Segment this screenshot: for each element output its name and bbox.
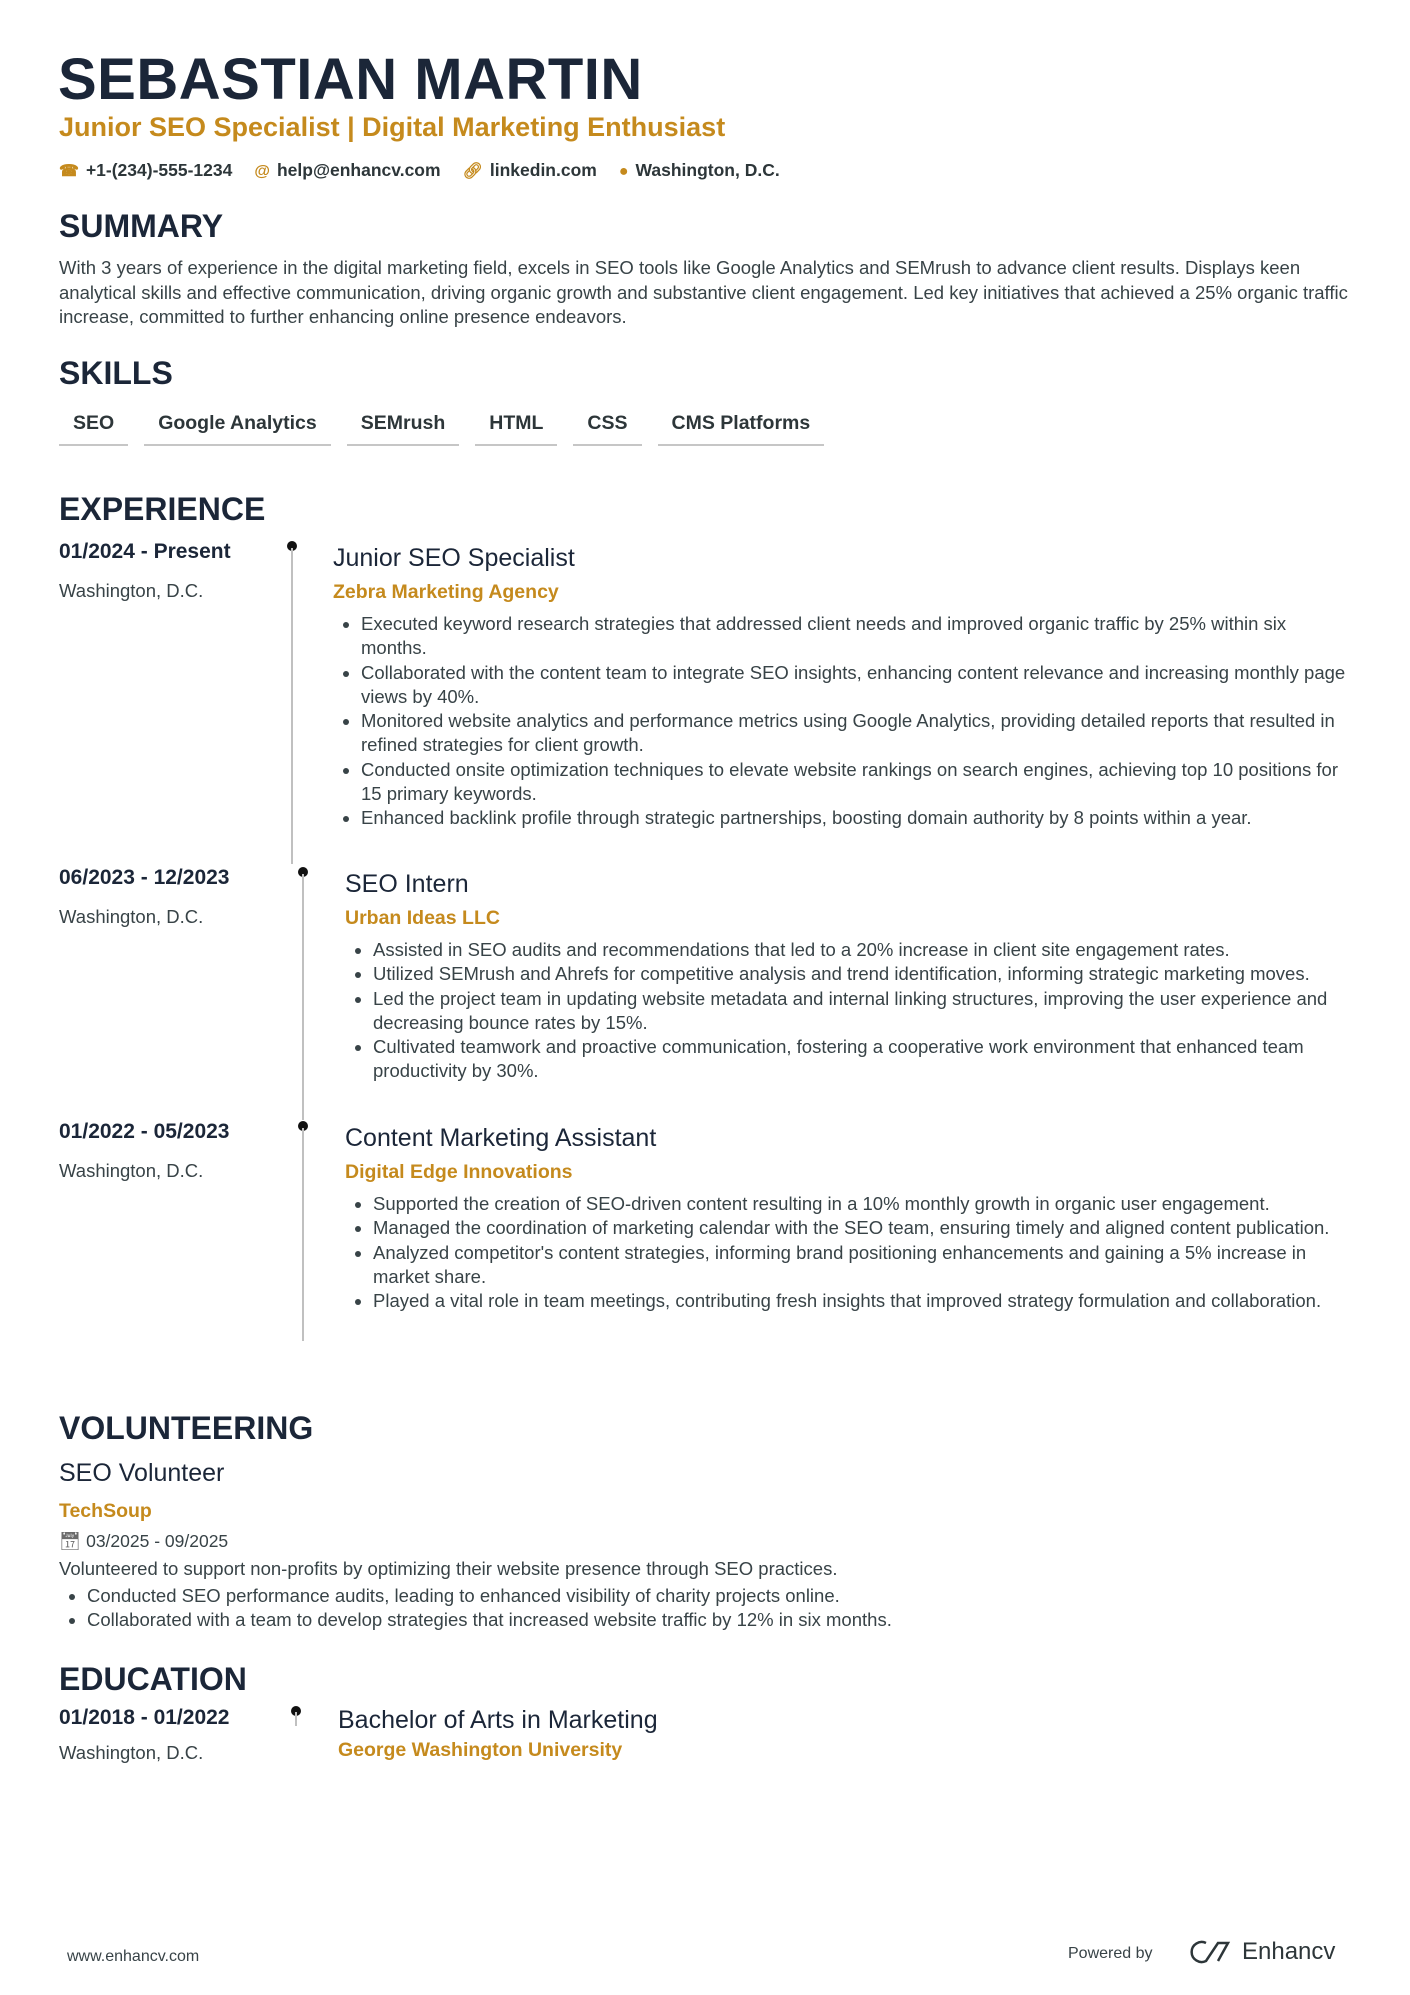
footer-powered-by: Powered by bbox=[1068, 1945, 1153, 1962]
entry-location: Washington, D.C. bbox=[59, 580, 204, 601]
contact-phone[interactable] bbox=[59, 160, 232, 181]
bullet: • Assisted in SEO audits and recommendations that led to a 20% increase in client site engagement rates. bbox=[373, 938, 1349, 962]
skill-tag: Google Analytics bbox=[144, 408, 331, 446]
skill-tag: HTML bbox=[475, 408, 557, 446]
contact-row bbox=[59, 160, 780, 181]
bullet: • Managed the coordination of marketing calendar with the SEO team, ensuring timely and aligned content publication. bbox=[373, 1216, 1349, 1240]
summary-text: With 3 years of experience in the digital marketing field, excels in SEO tools like Google Analytics and SEMrush to advance client results. Displays keen analytical skills and effective communication, driving organic growth and substantive client engagement. Led key initiatives that achieved a 25% organic traffic increase, committed to further enhancing online presence endeavors. bbox=[59, 257, 1348, 327]
summary-heading: SUMMARY bbox=[59, 208, 224, 244]
entry-dates: 01/2022 - 05/2023 bbox=[59, 1120, 230, 1143]
experience-heading: EXPERIENCE bbox=[59, 491, 266, 527]
education-location: Washington, D.C. bbox=[59, 1742, 204, 1763]
contact-linkedin[interactable] bbox=[463, 160, 597, 181]
bullet: • Monitored website analytics and performance metrics using Google Analytics, providing detailed reports that resulted in refined strategies for client growth. bbox=[361, 709, 1349, 758]
contact-text: help@enhancv.com bbox=[276, 160, 441, 180]
volunteer-role: SEO Volunteer bbox=[59, 1459, 225, 1487]
volunteer-bullets bbox=[59, 1584, 892, 1633]
entry-location: Washington, D.C. bbox=[59, 1160, 204, 1181]
entry-body bbox=[345, 1120, 1349, 1313]
entry-role: SEO Intern bbox=[345, 870, 469, 898]
bullet: • Cultivated teamwork and proactive communication, fostering a cooperative work environment that enhanced team productivity by 30%. bbox=[373, 1035, 1349, 1084]
entry-dates: 06/2023 - 12/2023 bbox=[59, 866, 230, 889]
volunteering-heading: VOLUNTEERING bbox=[59, 1410, 314, 1446]
entry-body bbox=[345, 866, 1349, 1084]
bullet: • Supported the creation of SEO-driven content resulting in a 10% monthly growth in organic user engagement. bbox=[373, 1192, 1349, 1216]
skill-tag: CSS bbox=[573, 408, 641, 446]
volunteer-dates-row bbox=[59, 1531, 892, 1552]
bullet: • Analyzed competitor's content strategies, informing brand positioning enhancements and gaining a 5% increase in market share. bbox=[373, 1241, 1349, 1290]
entry-bullets bbox=[345, 1192, 1349, 1313]
entry-dates: 01/2024 - Present bbox=[59, 540, 231, 563]
footer-website[interactable]: www.enhancv.com bbox=[67, 1948, 200, 1965]
skill-tag: SEMrush bbox=[347, 408, 460, 446]
skill-tag: CMS Platforms bbox=[658, 408, 825, 446]
entry-company: Digital Edge Innovations bbox=[345, 1161, 573, 1183]
contact-text: linkedin.com bbox=[489, 160, 597, 180]
candidate-title: Junior SEO Specialist | Digital Marketing Enthusiast bbox=[59, 112, 726, 142]
contact-email[interactable] bbox=[254, 160, 440, 181]
bullet: • Executed keyword research strategies that addressed client needs and improved organic traffic by 25% within six months. bbox=[361, 612, 1349, 661]
skill-tag: SEO bbox=[59, 408, 128, 446]
timeline-line bbox=[291, 548, 293, 864]
enhancv-brand: Enhancv bbox=[1242, 1938, 1336, 1965]
volunteer-org: TechSoup bbox=[59, 1500, 152, 1522]
candidate-name: SEBASTIAN MARTIN bbox=[58, 47, 643, 112]
enhancv-logo-icon bbox=[1188, 1939, 1234, 1965]
bullet: • Collaborated with a team to develop strategies that increased website traffic by 12% in six months. bbox=[87, 1608, 892, 1632]
entry-location: Washington, D.C. bbox=[59, 906, 204, 927]
timeline-line bbox=[302, 1128, 304, 1341]
bullet: • Conducted SEO performance audits, leading to enhanced visibility of charity projects online. bbox=[87, 1584, 892, 1608]
entry-company: Zebra Marketing Agency bbox=[333, 581, 559, 603]
entry-role: Junior SEO Specialist bbox=[333, 544, 575, 572]
education-dates: 01/2018 - 01/2022 bbox=[59, 1706, 230, 1729]
enhancv-logo[interactable] bbox=[1188, 1938, 1335, 1966]
entry-bullets bbox=[345, 938, 1349, 1084]
education-degree: Bachelor of Arts in Marketing bbox=[338, 1706, 658, 1734]
phone-icon: ☎ bbox=[59, 163, 79, 180]
skills-list bbox=[59, 408, 824, 446]
volunteer-dates: 03/2025 - 09/2025 bbox=[86, 1531, 229, 1551]
bullet: • Played a vital role in team meetings, contributing fresh insights that improved strategy formulation and collaboration. bbox=[373, 1289, 1349, 1313]
location-pin-icon: ● bbox=[618, 163, 629, 180]
contact-location bbox=[619, 160, 780, 181]
entry-bullets bbox=[333, 612, 1349, 831]
skills-heading: SKILLS bbox=[59, 355, 173, 391]
link-icon: 🔗︎ bbox=[462, 163, 483, 180]
volunteer-description: Volunteered to support non-profits by optimizing their website presence through SEO practices. bbox=[59, 1558, 838, 1579]
timeline-line bbox=[302, 874, 304, 1120]
bullet: • Collaborated with the content team to integrate SEO insights, enhancing content relevance and increasing monthly page views by 40%. bbox=[361, 661, 1349, 710]
entry-role: Content Marketing Assistant bbox=[345, 1124, 657, 1152]
education-school: George Washington University bbox=[338, 1739, 623, 1761]
entry-company: Urban Ideas LLC bbox=[345, 907, 500, 929]
volunteering-entry bbox=[59, 1455, 892, 1633]
education-body bbox=[338, 1706, 658, 1762]
entry-body bbox=[333, 540, 1349, 831]
timeline-line bbox=[295, 1712, 297, 1726]
contact-text: Washington, D.C. bbox=[635, 160, 780, 180]
bullet: • Enhanced backlink profile through strategic partnerships, boosting domain authority by 8 points within a year. bbox=[361, 806, 1349, 830]
education-heading: EDUCATION bbox=[59, 1661, 247, 1697]
calendar-icon: 📅︎ bbox=[59, 1531, 82, 1551]
bullet: • Conducted onsite optimization techniques to elevate website rankings on search engines, achieving top 10 positions for 15 primary keywords. bbox=[361, 758, 1349, 807]
bullet: • Utilized SEMrush and Ahrefs for competitive analysis and trend identification, informing strategic marketing moves. bbox=[373, 962, 1349, 986]
at-icon: @ bbox=[254, 163, 270, 180]
contact-text: +1-(234)-555-1234 bbox=[85, 160, 233, 180]
bullet: • Led the project team in updating website metadata and internal linking structures, improving the user experience and decreasing bounce rates by 15%. bbox=[373, 987, 1349, 1036]
